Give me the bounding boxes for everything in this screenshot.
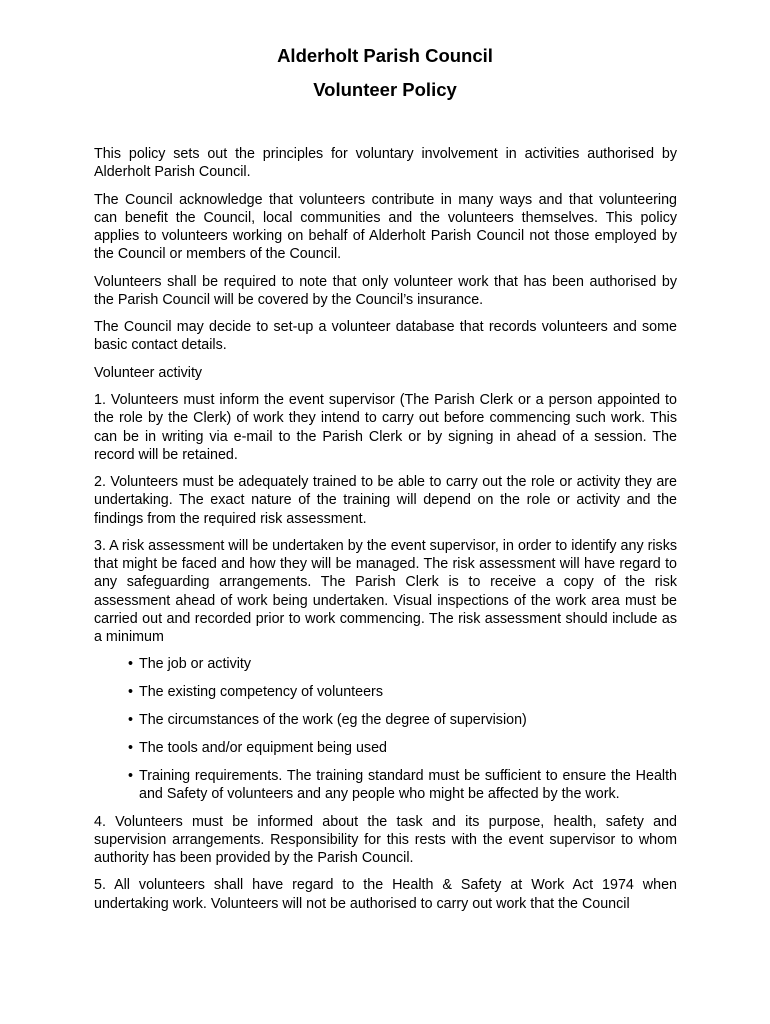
list-item-text: The existing competency of volunteers [139,684,383,701]
list-item [128,767,677,803]
council-name-heading: Alderholt Parish Council [277,45,493,66]
intro-paragraph: This policy sets out the principles for voluntary involvement in activities authorised by Alderholt Parish Council. [94,146,677,181]
item-3-paragraph: 3. A risk assessment will be undertaken by the event supervisor, in order to identify any risks that might be faced and how they will be managed. The risk assessment will have regard to any safeguarding arrangements. The Parish Clerk is to receive a copy of the risk assessment ahead of work being undertaken. Visual inspections of the work area must be carried out and recorded prior to work commencing. The risk assessment should include as a minimum [94,537,677,645]
bullet-glyph: • [128,739,134,756]
database-paragraph: The Council may decide to set-up a volunteer database that records volunteers and some basic contact details. [94,319,677,354]
policy-body [94,145,677,922]
list-item-text: The tools and/or equipment being used [139,739,387,756]
bullet-glyph: • [128,684,134,701]
list-item-text: Training requirements. The training standard must be sufficient to ensure the Health and Safety of volunteers and any people who might be affected by the work. [139,767,677,802]
list-item [128,739,677,757]
acknowledge-paragraph: The Council acknowledge that volunteers contribute in many ways and that volunteering can benefit the Council, local communities and the volunteers themselves. This policy applies to volunteers working on behalf of Alderholt Parish Council not those employed by the Council or members of the Council. [94,191,677,263]
bullet-glyph: • [128,767,134,784]
document-title-heading: Volunteer Policy [313,79,457,100]
list-item-text: The job or activity [139,656,252,673]
section-heading: Volunteer activity [94,364,203,381]
risk-assessment-list [94,655,677,803]
list-item [128,683,677,701]
list-item-text: The circumstances of the work (eg the degree of supervision) [139,711,527,728]
item-5-paragraph: 5. All volunteers shall have regard to the Health & Safety at Work Act 1974 when undertaking work. Volunteers will not be authorised to carry out work that the Council [94,877,677,912]
bullet-glyph: • [128,711,134,728]
bullet-glyph: • [128,656,134,673]
insurance-paragraph: Volunteers shall be required to note that only volunteer work that has been authorised by the Parish Council will be covered by the Council’s insurance. [94,273,677,308]
item-1-paragraph: 1. Volunteers must inform the event supervisor (The Parish Clerk or a person appointed to the role by the Clerk) of work they intend to carry out before commencing such work. This can be in writing via e-mail to the Parish Clerk or by signing in ahead of a session. The record will be retained. [94,392,677,463]
item-2-paragraph: 2. Volunteers must be adequately trained to be able to carry out the role or activity they are undertaking. The exact nature of the training will depend on the role or activity and the findings from the required risk assessment. [94,474,677,527]
list-item [128,655,677,673]
list-item [128,711,677,729]
item-4-paragraph: 4. Volunteers must be informed about the task and its purpose, health, safety and supervision arrangements. Responsibility for this rests with the event supervisor to whom authority has been provided by the Parish Council. [94,813,677,866]
